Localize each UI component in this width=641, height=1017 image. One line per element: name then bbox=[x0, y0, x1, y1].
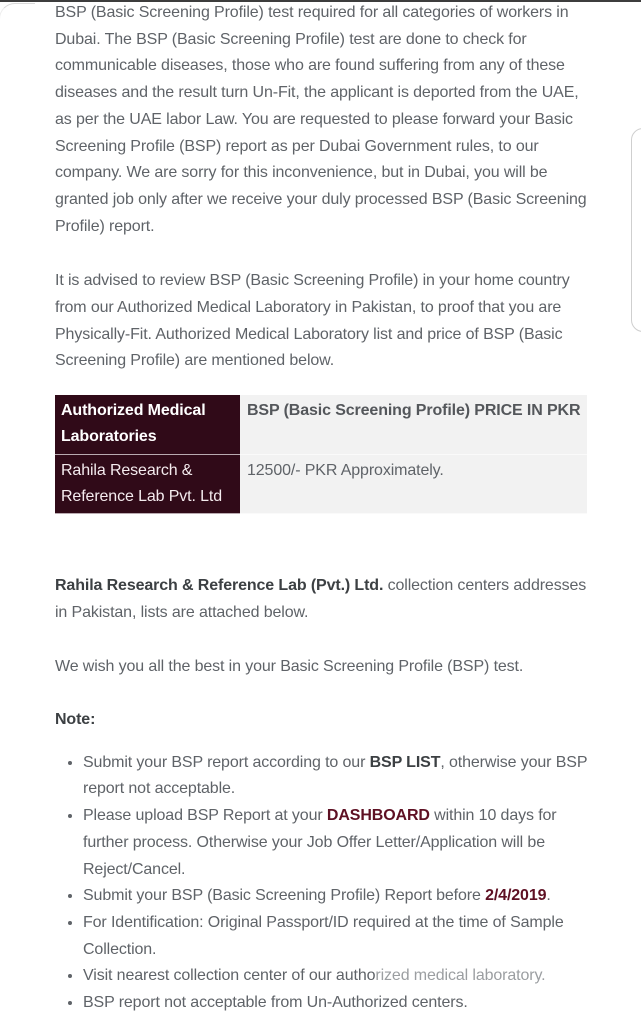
price-cell: 12500/- PKR Approximately. bbox=[240, 455, 587, 514]
collection-centers-paragraph bbox=[55, 573, 595, 626]
note-text: Visit nearest collection center of our autho bbox=[83, 967, 376, 985]
note-text: Submit your BSP (Basic Screening Profile) Report before bbox=[83, 887, 486, 905]
note-item-dashboard bbox=[83, 803, 595, 883]
note-text: within 10 days for further process. Otherwise your Job Offer Letter/Application will be Reject/Cancel. bbox=[83, 807, 557, 878]
wishes-paragraph: We wish you all the best in your Basic Screening Profile (BSP) test. bbox=[55, 658, 524, 676]
lab-name-bold: Rahila Research & Reference Lab (Pvt.) Ltd. bbox=[55, 576, 384, 594]
document-body bbox=[55, 0, 595, 1017]
table-header-row bbox=[55, 395, 587, 454]
note-text: . bbox=[546, 887, 551, 905]
note-item-visit-center bbox=[83, 963, 595, 990]
scrollbar-handle[interactable] bbox=[631, 128, 641, 332]
note-item-deadline bbox=[83, 883, 595, 910]
note-text: For Identification: Original Passport/ID required at the time of Sample Collection. bbox=[83, 913, 564, 958]
table-row bbox=[55, 455, 587, 514]
note-heading: Note: bbox=[55, 711, 96, 729]
note-list bbox=[55, 750, 595, 1017]
lab-name-cell: Rahila Research & Reference Lab Pvt. Ltd bbox=[55, 455, 240, 514]
labs-price-table bbox=[55, 395, 587, 514]
dashboard-bold: DASHBOARD bbox=[326, 807, 430, 825]
note-item-bsp-list bbox=[83, 750, 595, 803]
bsp-list-bold: BSP LIST bbox=[369, 753, 441, 771]
table-header-price: BSP (Basic Screening Profile) PRICE IN PKR bbox=[240, 395, 587, 454]
note-text: BSP report not acceptable from Un-Authorized centers. bbox=[83, 994, 468, 1012]
advice-paragraph: It is advised to review BSP (Basic Screening Profile) in your home country from our Authorized Medical Laboratory in Pakistan, to proof that you are Physically-Fit. Authorized Medical Laboratory list and price of BSP (Basic Screening Profile) are mentioned below. bbox=[55, 272, 570, 370]
note-text: , otherwise your BSP report not acceptable. bbox=[83, 753, 588, 798]
note-item-unauthorized bbox=[83, 990, 595, 1017]
intro-paragraph: BSP (Basic Screening Profile) test required for all categories of workers in Dubai. The BSP (Basic Screening Profile) test are done to check for communicable diseases, those who are found suffering from any of these diseases and the result turn Un-Fit, the applicant is deported from the UAE, as per the UAE labor Law. You are requested to please forward your Basic Screening Profile (BSP) report as per Dubai Government rules, to our company. We are sorry for this inconvenience, but in Dubai, you will be granted job only after we receive your duly processed BSP (Basic Screening Profile) report. bbox=[55, 4, 587, 235]
note-text: Please upload BSP Report at your bbox=[83, 807, 327, 825]
page-corner-edge bbox=[0, 3, 35, 47]
collection-centers-text: collection centers addresses in Pakistan, lists are attached below. bbox=[55, 576, 587, 621]
table-header-laboratories: Authorized Medical Laboratories bbox=[55, 395, 240, 454]
deadline-date-bold: 2/4/2019 bbox=[485, 887, 547, 905]
note-item-identification bbox=[83, 910, 595, 963]
watermark-faded-text: rized medical laboratory. bbox=[375, 967, 546, 985]
note-text: Submit your BSP report according to our bbox=[83, 753, 370, 771]
